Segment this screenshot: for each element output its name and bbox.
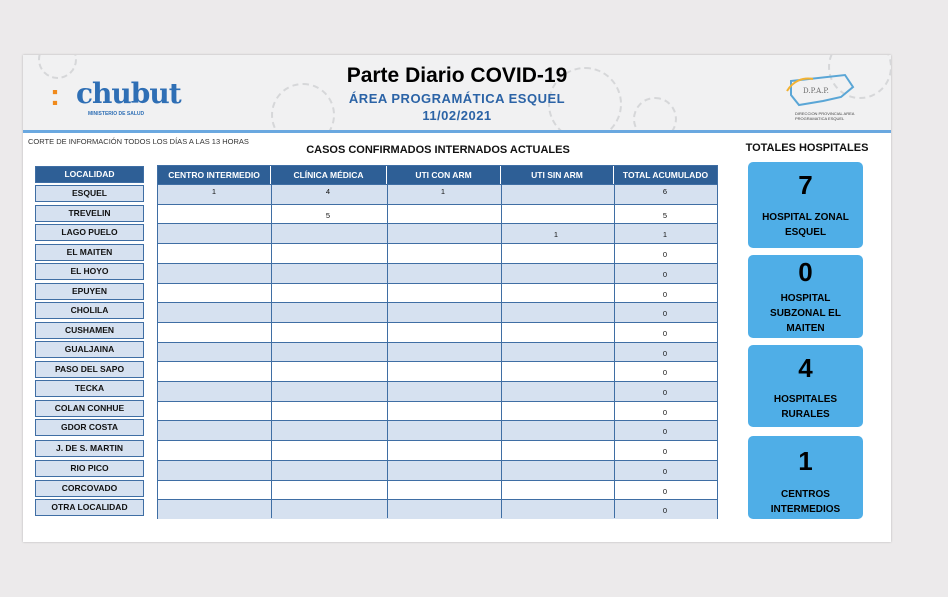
table-cell-total: 6: [662, 187, 668, 196]
localidad-label: CHOLILA: [35, 302, 144, 319]
column-divider: [271, 184, 272, 518]
table-cell-total: 0: [662, 348, 668, 358]
table-row: [158, 342, 717, 362]
table-row: [158, 460, 717, 480]
table-cell-total: 0: [662, 506, 668, 516]
localidad-label: J. DE S. MARTIN: [35, 440, 144, 457]
column-header: CENTRO INTERMEDIO: [158, 166, 271, 184]
cutoff-note: CORTE DE INFORMACIÓN TODOS LOS DÍAS A LAS 13 HORAS: [28, 137, 249, 146]
column-header: TOTAL ACUMULADO: [614, 166, 717, 184]
chubut-logo-text: chubut: [76, 77, 181, 110]
dpap-logo: [783, 71, 863, 123]
table-cell-total: 0: [662, 486, 668, 496]
dpap-logo-text: D.P.A.P.: [803, 87, 829, 95]
total-label: CENTROS INTERMEDIOS: [770, 489, 841, 515]
table-cell-total: 1: [662, 230, 668, 240]
report-page: [23, 55, 891, 542]
table-row: [158, 204, 717, 224]
total-card: [748, 345, 863, 427]
table-cell-total: 0: [662, 427, 668, 437]
table-cell-total: 0: [662, 407, 668, 417]
column-header: UTI SIN ARM: [501, 166, 614, 184]
table-cell-clinica: 5: [325, 210, 331, 220]
localidad-label: COLAN CONHUE: [35, 400, 144, 417]
table-cell-centro: 1: [211, 187, 217, 196]
table-cell-total: 0: [662, 466, 668, 476]
column-divider: [614, 184, 615, 518]
table-cell-total: 5: [662, 210, 668, 220]
area-title: ÁREA PROGRAMÁTICA ESQUEL: [348, 91, 566, 106]
dpap-logo-subtitle: DIRECCION PROVINCIAL AREA PROGRAMATICA ESQUEL: [795, 111, 855, 121]
table-row: [158, 223, 717, 243]
column-header: CLÍNICA MÉDICA: [271, 166, 387, 184]
localidad-header: LOCALIDAD: [35, 166, 144, 183]
cases-table: [157, 165, 718, 519]
total-card: [748, 162, 863, 248]
chubut-logo-subtitle: MINISTERIO DE SALUD: [88, 111, 145, 117]
table-cell-total: 0: [662, 388, 668, 397]
table-row: [158, 381, 717, 401]
table-row: [158, 440, 717, 460]
localidad-label: RIO PICO: [35, 460, 144, 477]
localidad-label: TECKA: [35, 380, 144, 397]
localidad-label: EL HOYO: [35, 263, 144, 280]
total-label: HOSPITALES RURALES: [773, 394, 838, 420]
table-cell-total: 0: [662, 309, 668, 319]
table-row: [158, 420, 717, 440]
table-row: [158, 401, 717, 421]
table-row: [158, 263, 717, 283]
localidad-label: EL MAITEN: [35, 244, 144, 261]
table-cell-total: 0: [662, 289, 668, 299]
localidad-label: ESQUEL: [35, 185, 144, 202]
report-date: 11/02/2021: [422, 108, 492, 123]
total-value: 1: [798, 446, 813, 476]
table-row: [158, 184, 717, 204]
table-cell-total: 0: [662, 328, 668, 338]
column-divider: [387, 184, 388, 518]
section-title-totales: TOTALES HOSPITALES: [745, 142, 869, 154]
total-label: HOSPITAL SUBZONAL EL MAITEN: [770, 293, 841, 334]
page-title: Parte Diario COVID-19: [346, 64, 568, 87]
table-row: [158, 322, 717, 342]
total-card: [748, 436, 863, 519]
table-row: [158, 283, 717, 303]
table-row: [158, 302, 717, 322]
table-row: [158, 361, 717, 381]
localidad-label: GDOR COSTA: [35, 419, 144, 436]
table-row: [158, 243, 717, 263]
localidad-label: PASO DEL SAPO: [35, 361, 144, 378]
column-header: UTI CON ARM: [387, 166, 501, 184]
table-row: [158, 480, 717, 500]
table-cell-uti-con: 1: [440, 187, 446, 196]
table-cell-total: 0: [662, 368, 668, 378]
table-row: [158, 499, 717, 519]
total-value: 0: [798, 257, 813, 287]
table-cell-clinica: 4: [325, 187, 331, 196]
localidad-label: CUSHAMEN: [35, 322, 144, 339]
localidad-label: EPUYEN: [35, 283, 144, 300]
total-card: [748, 255, 863, 338]
localidad-label: TREVELIN: [35, 205, 144, 222]
chubut-mark-icon: :: [50, 79, 60, 112]
table-cell-total: 0: [662, 447, 668, 457]
table-cell-total: 0: [662, 269, 668, 279]
localidad-label: OTRA LOCALIDAD: [35, 499, 144, 516]
localidad-label: LAGO PUELO: [35, 224, 144, 241]
total-value: 7: [798, 170, 813, 200]
localidad-label: GUALJAINA: [35, 341, 144, 358]
table-cell-total: 0: [662, 250, 668, 260]
report-header: [23, 55, 891, 133]
table-cell-uti-sin: 1: [553, 230, 559, 240]
total-label: HOSPITAL ZONAL ESQUEL: [762, 212, 849, 238]
column-divider: [501, 184, 502, 518]
localidad-label: CORCOVADO: [35, 480, 144, 497]
total-value: 4: [798, 353, 813, 383]
section-title-casos: CASOS CONFIRMADOS INTERNADOS ACTUALES: [306, 144, 570, 156]
